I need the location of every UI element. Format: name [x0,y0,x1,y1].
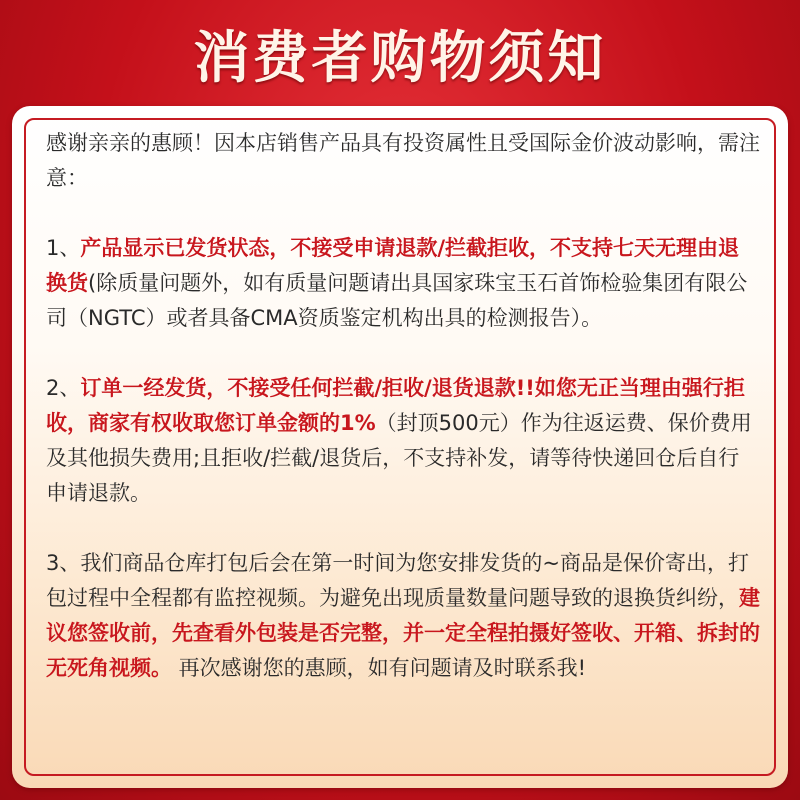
clause-1 [46,231,760,336]
page-title: 消费者购物须知 [193,26,607,91]
notice-content [46,126,760,686]
clause-3-highlight: 建议您签收前，先查看外包装是否完整，并一定全程拍摄好签收、开箱、拆封的无死角视频。 [46,586,760,680]
clause-1-text: (除质量问题外，如有质量问题请出具国家珠宝玉石首饰检验集团有限公司（NGTC）或者具备CMA资质鉴定机构出具的检测报告）。 [46,271,748,330]
clause-3-closing: 再次感谢您的惠顾，如有问题请及时联系我! [172,656,587,680]
intro-text: 感谢亲亲的惠顾！因本店销售产品具有投资属性且受国际金价波动影响，需注意： [46,131,760,190]
clause-3 [46,546,760,686]
clause-2-highlight: 订单一经发货，不接受任何拦截/拒收/退货退款!!如您无正当理由强行拒收，商家有权收取您订单金额的1% [46,376,745,435]
clause-2 [46,371,760,511]
clause-1-highlight: 产品显示已发货状态，不接受申请退款/拦截拒收，不支持七天无理由退换货 [46,236,740,295]
clause-1-number: 1、 [46,236,81,260]
clause-2-number: 2、 [46,376,81,400]
clause-2-text: （封顶500元）作为往返运费、保价费用及其他损失费用;且拒收/拦截/退货后，不支持补发，请等待快递回仓后自行申请退款。 [46,411,752,505]
clause-3-text: 3、我们商品仓库打包后会在第一时间为您安排发货的~商品是保价寄出，打包过程中全程都有监控视频。为避免出现质量数量问题导致的退换货纠纷， [46,551,749,610]
